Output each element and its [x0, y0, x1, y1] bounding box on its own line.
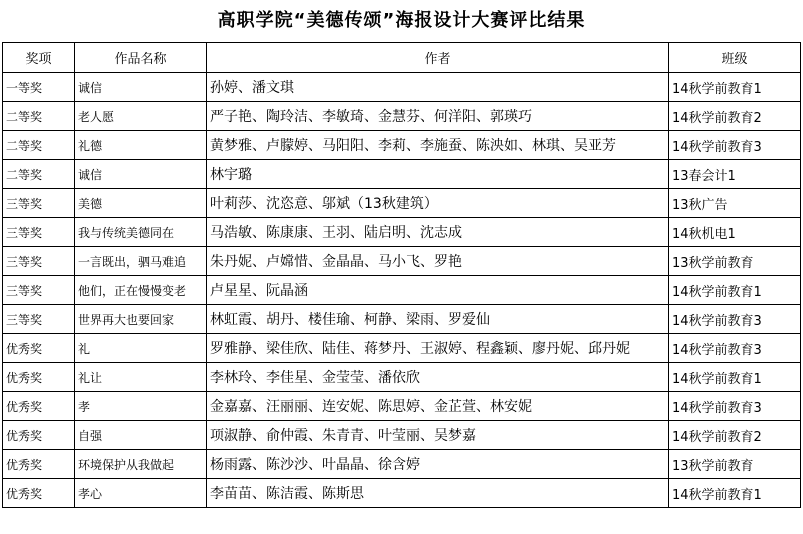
- award-cell: 三等奖: [3, 218, 75, 247]
- award-cell: 三等奖: [3, 276, 75, 305]
- award-cell: 优秀奖: [3, 392, 75, 421]
- work-title-cell: 孝: [75, 392, 207, 421]
- class-cell: 14秋学前教育2: [669, 421, 801, 450]
- class-cell: 14秋学前教育1: [669, 73, 801, 102]
- award-cell: 二等奖: [3, 102, 75, 131]
- authors-cell: 李林玲、李佳星、金莹莹、潘依欣: [207, 363, 669, 392]
- class-cell: 14秋机电1: [669, 218, 801, 247]
- award-cell: 二等奖: [3, 160, 75, 189]
- class-cell: 13秋广告: [669, 189, 801, 218]
- authors-cell: 朱丹妮、卢嫦惜、金晶晶、马小飞、罗艳: [207, 247, 669, 276]
- work-title-cell: 诚信: [75, 160, 207, 189]
- authors-cell: 林虹霞、胡丹、楼佳瑜、柯静、梁雨、罗爱仙: [207, 305, 669, 334]
- work-title-cell: 礼德: [75, 131, 207, 160]
- work-title-cell: 一言既出，驷马难追: [75, 247, 207, 276]
- class-cell: 14秋学前教育1: [669, 276, 801, 305]
- work-title-cell: 他们，正在慢慢变老: [75, 276, 207, 305]
- work-title-cell: 孝心: [75, 479, 207, 508]
- work-title-cell: 世界再大也要回家: [75, 305, 207, 334]
- page-title: 高职学院“美德传颂”海报设计大赛评比结果: [217, 10, 586, 31]
- class-cell: 13秋学前教育: [669, 247, 801, 276]
- table-row: [3, 392, 801, 421]
- class-cell: 14秋学前教育3: [669, 305, 801, 334]
- table-row: [3, 189, 801, 218]
- results-table: [2, 42, 801, 508]
- authors-cell: 叶莉莎、沈恣意、邬斌（13秋建筑）: [207, 189, 669, 218]
- authors-cell: 李苗苗、陈洁霞、陈斯思: [207, 479, 669, 508]
- work-title-cell: 自强: [75, 421, 207, 450]
- table-row: [3, 276, 801, 305]
- award-cell: 优秀奖: [3, 421, 75, 450]
- header-row: [3, 43, 801, 73]
- authors-cell: 罗雅静、梁佳欣、陆佳、蒋梦丹、王淑婷、程鑫颖、廖丹妮、邱丹妮: [207, 334, 669, 363]
- table-row: [3, 305, 801, 334]
- header-work: 作品名称: [75, 43, 207, 73]
- authors-cell: 卢星星、阮晶涵: [207, 276, 669, 305]
- award-cell: 三等奖: [3, 247, 75, 276]
- award-cell: 二等奖: [3, 131, 75, 160]
- authors-cell: 马浩敏、陈康康、王羽、陆启明、沈志成: [207, 218, 669, 247]
- authors-cell: 严子艳、陶玲洁、李敏琦、金慧芬、何洋阳、郭瑛巧: [207, 102, 669, 131]
- work-title-cell: 我与传统美德同在: [75, 218, 207, 247]
- table-row: [3, 363, 801, 392]
- work-title-cell: 环境保护从我做起: [75, 450, 207, 479]
- award-cell: 优秀奖: [3, 334, 75, 363]
- authors-cell: 杨雨露、陈沙沙、叶晶晶、徐含婷: [207, 450, 669, 479]
- award-cell: 优秀奖: [3, 450, 75, 479]
- award-cell: 优秀奖: [3, 363, 75, 392]
- award-cell: 三等奖: [3, 189, 75, 218]
- authors-cell: 项淑静、俞仲霞、朱青青、叶莹丽、吴梦嘉: [207, 421, 669, 450]
- work-title-cell: 美德: [75, 189, 207, 218]
- header-award: 奖项: [3, 43, 75, 73]
- table-row: [3, 247, 801, 276]
- class-cell: 14秋学前教育3: [669, 392, 801, 421]
- table-row: [3, 479, 801, 508]
- class-cell: 14秋学前教育3: [669, 334, 801, 363]
- table-row: [3, 421, 801, 450]
- table-row: [3, 218, 801, 247]
- table-row: [3, 131, 801, 160]
- class-cell: 13秋学前教育: [669, 450, 801, 479]
- table-row: [3, 334, 801, 363]
- work-title-cell: 老人愿: [75, 102, 207, 131]
- award-cell: 优秀奖: [3, 479, 75, 508]
- authors-cell: 金嘉嘉、汪丽丽、连安妮、陈思婷、金芷萱、林安妮: [207, 392, 669, 421]
- class-cell: 14秋学前教育3: [669, 131, 801, 160]
- table-row: [3, 450, 801, 479]
- class-cell: 13春会计1: [669, 160, 801, 189]
- class-cell: 14秋学前教育2: [669, 102, 801, 131]
- work-title-cell: 礼: [75, 334, 207, 363]
- work-title-cell: 诚信: [75, 73, 207, 102]
- authors-cell: 林宇璐: [207, 160, 669, 189]
- table-body: [3, 73, 801, 508]
- class-cell: 14秋学前教育1: [669, 479, 801, 508]
- class-cell: 14秋学前教育1: [669, 363, 801, 392]
- table-row: [3, 160, 801, 189]
- table-header: [3, 43, 801, 73]
- authors-cell: 黄梦雅、卢朦婷、马阳阳、李莉、李施蚕、陈泱如、林琪、吴亚芳: [207, 131, 669, 160]
- work-title-cell: 礼让: [75, 363, 207, 392]
- header-class: 班级: [669, 43, 801, 73]
- table-row: [3, 102, 801, 131]
- table-row: [3, 73, 801, 102]
- award-cell: 一等奖: [3, 73, 75, 102]
- authors-cell: 孙婷、潘文琪: [207, 73, 669, 102]
- header-authors: 作者: [207, 43, 669, 73]
- award-cell: 三等奖: [3, 305, 75, 334]
